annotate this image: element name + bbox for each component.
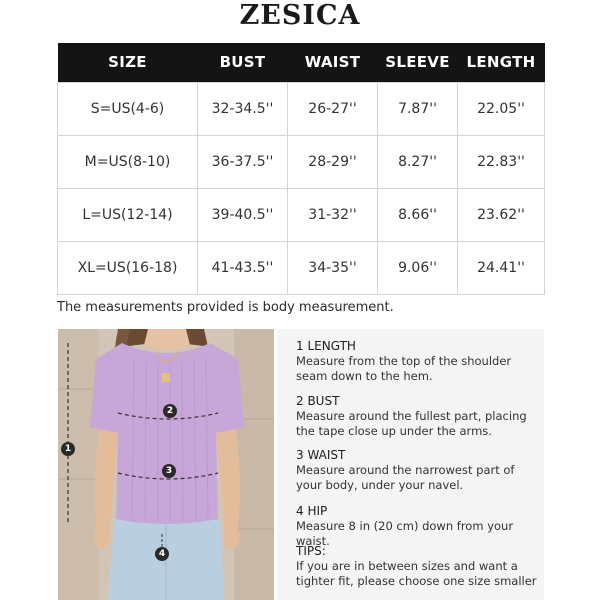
header-sleeve: SLEEVE [378,43,458,82]
table-row [58,188,545,241]
cell-length: 22.83'' [458,135,545,188]
guide-hip [296,504,541,548]
measurement-note: The measurements provided is body measurement. [57,300,394,315]
cell-bust: 32-34.5'' [198,82,288,135]
cell-waist: 34-35'' [288,241,378,294]
cell-bust: 41-43.5'' [198,241,288,294]
marker-1: 1 [61,442,75,456]
cell-size: XL=US(16-18) [58,241,198,294]
model-photo [58,329,274,600]
header-size: SIZE [58,43,198,82]
table-header-row [58,43,545,82]
header-bust: BUST [198,43,288,82]
marker-4: 4 [155,547,169,561]
marker-3: 3 [162,464,176,478]
guide-length-desc: Measure from the top of the shoulder seam down to the hem. [296,354,512,383]
guide-bust-title: 2 BUST [296,394,340,408]
brand-logo: ZESICA [239,0,361,31]
cell-length: 23.62'' [458,188,545,241]
header-length: LENGTH [458,43,545,82]
cell-length: 24.41'' [458,241,545,294]
guide-length [296,339,541,383]
guide-hip-desc: Measure 8 in (20 cm) down from your waist. [296,519,514,548]
cell-size: S=US(4-6) [58,82,198,135]
cell-bust: 39-40.5'' [198,188,288,241]
cell-bust: 36-37.5'' [198,135,288,188]
guide-hip-title: 4 HIP [296,504,328,518]
table-row [58,241,545,294]
cell-waist: 28-29'' [288,135,378,188]
cell-sleeve: 7.87'' [378,82,458,135]
guide-bust [296,394,541,438]
cell-size: M=US(8-10) [58,135,198,188]
cell-size: L=US(12-14) [58,188,198,241]
header-waist: WAIST [288,43,378,82]
table-row [58,82,545,135]
guide-tips-desc: If you are in between sizes and want a tighter fit, please choose one size smaller [296,559,537,588]
measure-guide-panel [277,329,544,600]
guide-tips [296,544,541,588]
guide-length-title: 1 LENGTH [296,339,356,353]
guide-bust-desc: Measure around the fullest part, placing the tape close up under the arms. [296,409,527,438]
cell-sleeve: 8.27'' [378,135,458,188]
table-row [58,135,545,188]
cell-sleeve: 9.06'' [378,241,458,294]
cell-waist: 26-27'' [288,82,378,135]
guide-waist [296,448,541,492]
cell-sleeve: 8.66'' [378,188,458,241]
marker-2: 2 [163,404,177,418]
cell-length: 22.05'' [458,82,545,135]
size-chart-table [57,43,545,295]
guide-waist-title: 3 WAIST [296,448,346,462]
cell-waist: 31-32'' [288,188,378,241]
guide-tips-title: TIPS: [296,544,326,558]
guide-waist-desc: Measure around the narrowest part of your body, under your navel. [296,463,515,492]
